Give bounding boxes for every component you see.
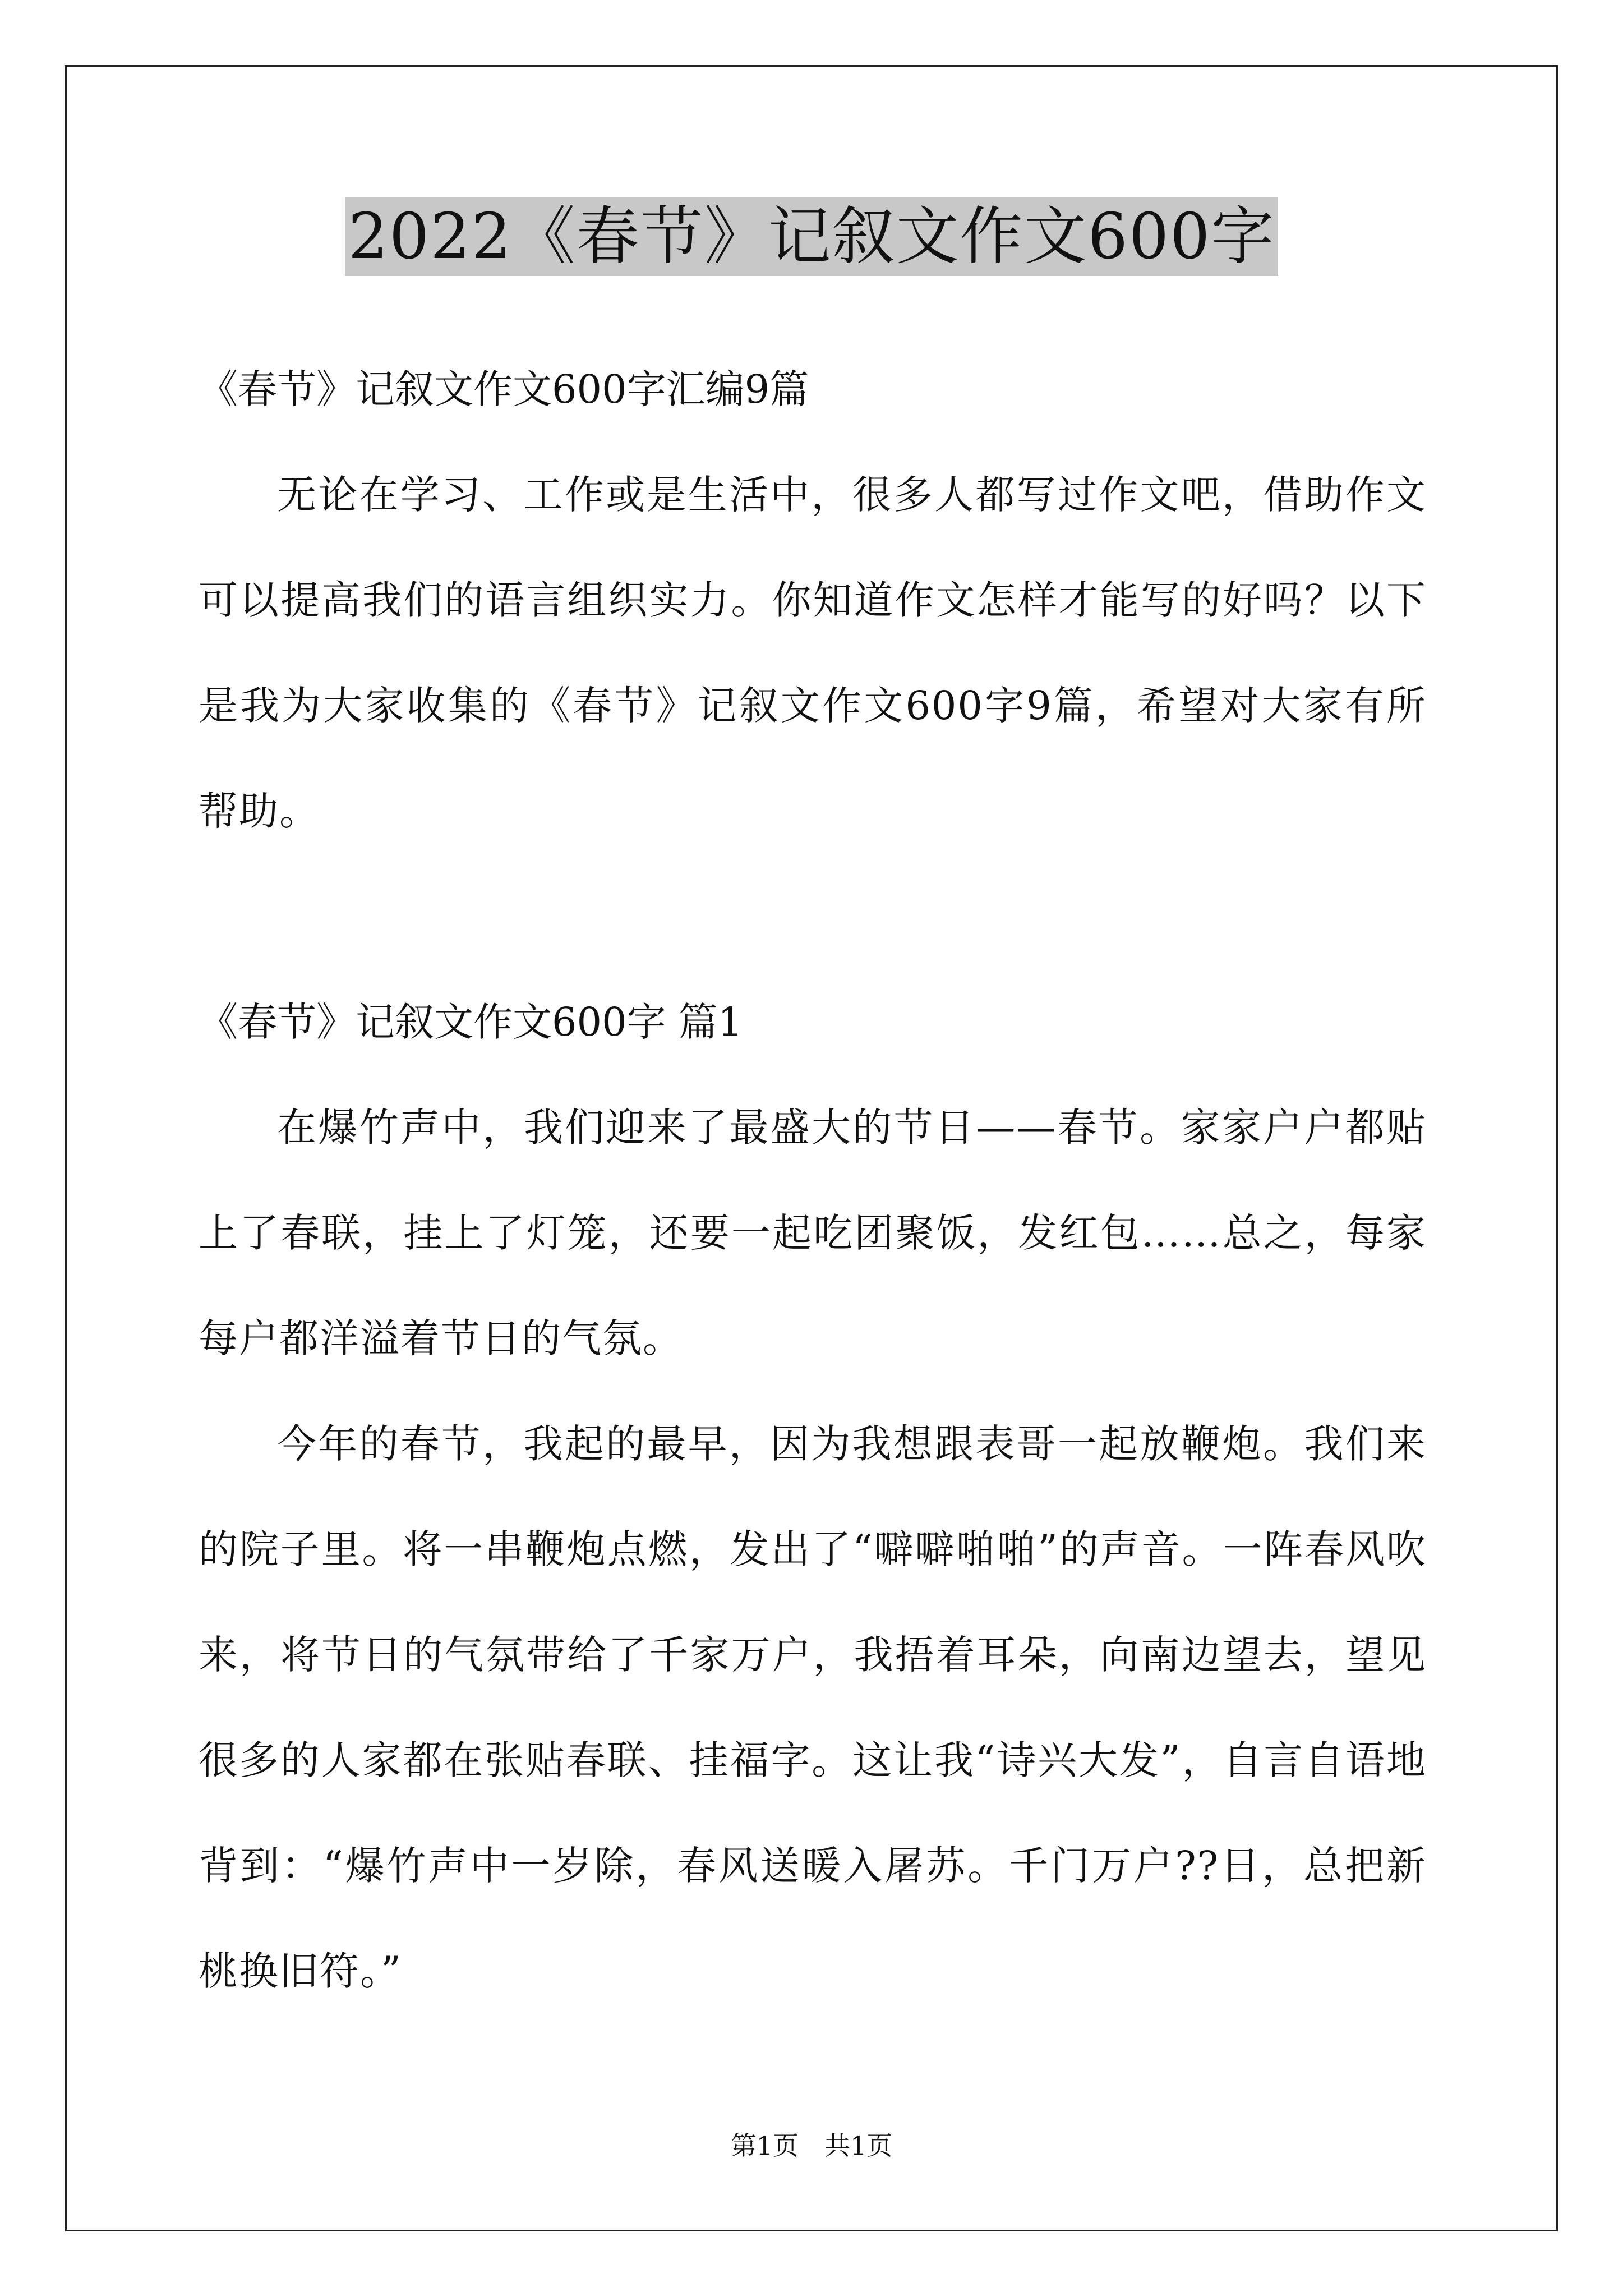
intro-paragraph: 无论在学习、工作或是生活中，很多人都写过作文吧，借助作文可以提高我们的语言组织实力。你知道作文怎样才能写的好吗？以下是我为大家收集的《春节》记叙文作文600字9篇，希望对大家有所帮助。	[199, 472, 1427, 834]
document-title: 2022《春节》记叙文作文600字	[345, 197, 1279, 276]
section-paragraph-2: 今年的春节，我起的最早，因为我想跟表哥一起放鞭炮。我们来的院子里。将一串鞭炮点燃，发出了“噼噼啪啪”的声音。一阵春风吹来，将节日的气氛带给了千家万户，我捂着耳朵，向南边望去，望见很多的人家都在张贴春联、挂福字。这让我“诗兴大发”，自言自语地背到：“爆竹声中一岁除，春风送暖入屠苏。千门万户??日，总把新桃换旧符。”	[199, 1421, 1427, 1994]
section-spacer	[199, 864, 1427, 969]
section-paragraph-1: 在爆竹声中，我们迎来了最盛大的节日——春节。家家户户都贴上了春联，挂上了灯笼，还要一起吃团聚饭，发红包……总之，每家每户都洋溢着节日的气氛。	[199, 1105, 1427, 1361]
section-heading: 《春节》记叙文作文600字 篇1	[199, 999, 743, 1045]
document-subtitle: 《春节》记叙文作文600字汇编9篇	[199, 366, 809, 412]
page-footer: 第1页 共1页	[730, 2131, 893, 2161]
document-body	[199, 337, 1427, 2024]
title-wrap	[0, 197, 1623, 276]
